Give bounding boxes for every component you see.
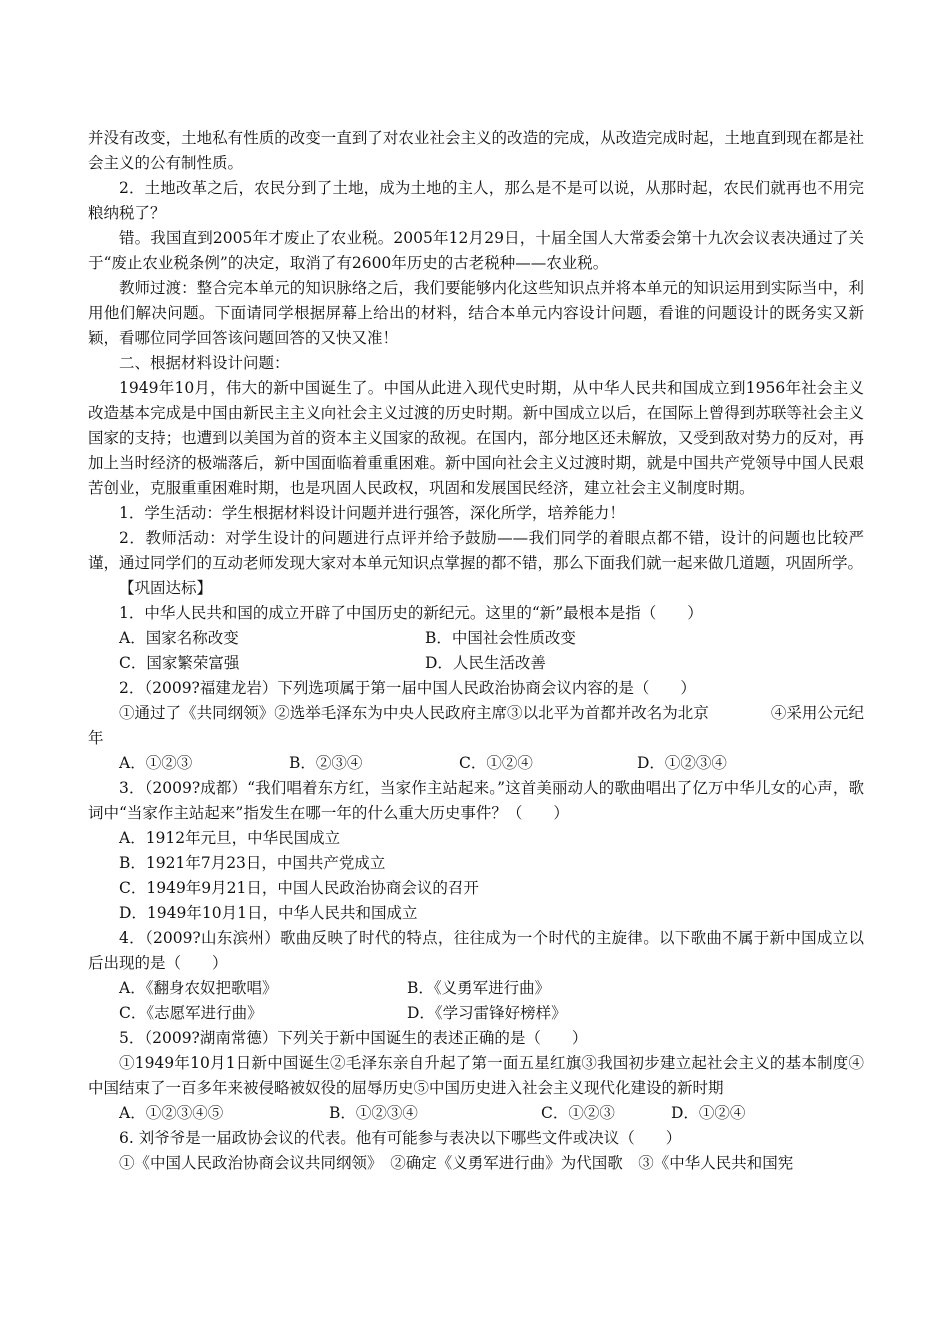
- paragraph: 2．土地改革之后，农民分到了土地，成为土地的主人，那么是不是可以说，从那时起，农民们就再也不用完粮纳税了？: [88, 179, 864, 222]
- question-2-stem: 2．（2009?福建龙岩）下列选项属于第一届中国人民政治协商会议内容的是（ ）: [119, 679, 696, 697]
- document-page: [88, 126, 864, 1176]
- paragraph: 错。我国直到2005年才废止了农业税。2005年12月29日，十届全国人大常委会第十九次会议表决通过了关于“废止农业税条例”的决定，取消了有2600年历史的古老税种——农业税。: [88, 229, 864, 272]
- paragraph: 2．教师活动：对学生设计的问题进行点评并给予鼓励——我们同学的着眼点都不错，设计的问题也比较严谨，通过同学们的互动老师发现大家对本单元知识点掌握的都不错，那么下面我们就一起来做几道题，巩固所学。: [88, 529, 864, 572]
- question-5-items: ①1949年10月1日新中国诞生②毛泽东亲自升起了第一面五星红旗③我国初步建立起社会主义的基本制度④中国结束了一百多年来被侵略被奴役的屈辱历史⑤中国历史进入社会主义现代化建设的新时期: [88, 1054, 864, 1097]
- option-d: D．①②③④: [637, 754, 727, 772]
- option-d: D．人民生活改善: [425, 654, 546, 672]
- question-3-stem: 3．（2009?成都）“我们唱着东方红，当家作主站起来。”这首美丽动人的歌曲唱出了亿万中华儿女的心声，歌词中“当家作主站起来”指发生在哪一年的什么重大历史事件？（ ）: [88, 779, 864, 822]
- question-6-stem: 6. 刘爷爷是一届政协会议的代表。他有可能参与表决以下哪些文件或决议（ ）: [119, 1129, 682, 1147]
- question-5-options: [88, 1101, 864, 1126]
- option-b: B．《义勇军进行曲》: [407, 979, 551, 997]
- question-4-options: [88, 1001, 864, 1026]
- option-b: B．1921年7月23日，中国共产党成立: [119, 854, 386, 872]
- option-c: C．1949年9月21日，中国人民政治协商会议的召开: [119, 879, 479, 897]
- exercise-heading: 【巩固达标】: [119, 579, 213, 597]
- question-6-items: ①《中国人民政治协商会议共同纲领》 ②确定《义勇军进行曲》为代国歌 ③《中华人民共和国宪: [119, 1154, 794, 1172]
- material-paragraph: 1949年10月，伟大的新中国诞生了。中国从此进入现代史时期，从中华人民共和国成立到1956年社会主义改造基本完成是中国由新民主主义向社会主义过渡的历史时期。新中国成立以后，在国际上曾得到苏联等社会主义国家的支持；也遭到以美国为首的资本主义国家的敌视。在国内，部分地区还未解放，又受到敌对势力的反对，再加上当时经济的极端落后，新中国面临着重重困难。新中国向社会主义过渡时期，就是中国共产党领导中国人民艰苦创业，克服重重困难时期，也是巩固人民政权，巩固和发展国民经济，建立社会主义制度时期。: [88, 379, 864, 497]
- option-a: A．①②③④⑤: [119, 1104, 224, 1122]
- question-2-items-a: ①通过了《共同纲领》②选举毛泽东为中央人民政府主席③以北平为首都并改名为北京: [119, 704, 709, 722]
- option-b: B．②③④: [289, 754, 363, 772]
- option-c: C．国家繁荣富强: [119, 654, 240, 672]
- question-2-items: [88, 701, 864, 751]
- question-2-items-b: ④采用公元纪年: [88, 704, 864, 747]
- question-5-stem: 5．（2009?湖南常德）下列关于新中国诞生的表述正确的是（ ）: [119, 1029, 588, 1047]
- option-c: C．①②③: [541, 1104, 615, 1122]
- option-c: C．①②④: [459, 754, 533, 772]
- option-d: D．《学习雷锋好榜样》: [407, 1004, 567, 1022]
- option-a: A．①②③: [119, 754, 193, 772]
- question-1-options: [88, 651, 864, 676]
- option-b: B．中国社会性质改变: [425, 629, 576, 647]
- option-a: A．国家名称改变: [119, 629, 239, 647]
- option-d: D．1949年10月1日，中华人民共和国成立: [119, 904, 418, 922]
- option-a: A．1912年元旦，中华民国成立: [119, 829, 341, 847]
- paragraph: 教师过渡：整合完本单元的知识脉络之后，我们要能够内化这些知识点并将本单元的知识运用到实际当中，利用他们解决问题。下面请同学根据屏幕上给出的材料，结合本单元内容设计问题，看谁的问题设计的既务实又新颖，看哪位同学回答该问题回答的又快又准！: [88, 279, 864, 347]
- option-a: A．《翻身农奴把歌唱》: [119, 979, 278, 997]
- paragraph: 1．学生活动：学生根据材料设计问题并进行强答，深化所学，培养能力！: [119, 504, 625, 522]
- question-1-options: [88, 626, 864, 651]
- question-4-stem: 4．（2009?山东滨州）歌曲反映了时代的特点，往往成为一个时代的主旋律。以下歌曲不属于新中国成立以后出现的是（ ）: [88, 929, 864, 972]
- section-heading: 二、根据材料设计问题：: [119, 354, 290, 372]
- question-1-stem: 1．中华人民共和国的成立开辟了中国历史的新纪元。这里的“新”最根本是指（ ）: [119, 604, 703, 622]
- question-4-options: [88, 976, 864, 1001]
- option-b: B．①②③④: [329, 1104, 418, 1122]
- question-2-options: [88, 751, 864, 776]
- option-d: D．①②④: [671, 1104, 746, 1122]
- option-c: C．《志愿军进行曲》: [119, 1004, 263, 1022]
- paragraph: 并没有改变，土地私有性质的改变一直到了对农业社会主义的改造的完成，从改造完成时起，土地直到现在都是社会主义的公有制性质。: [88, 129, 864, 172]
